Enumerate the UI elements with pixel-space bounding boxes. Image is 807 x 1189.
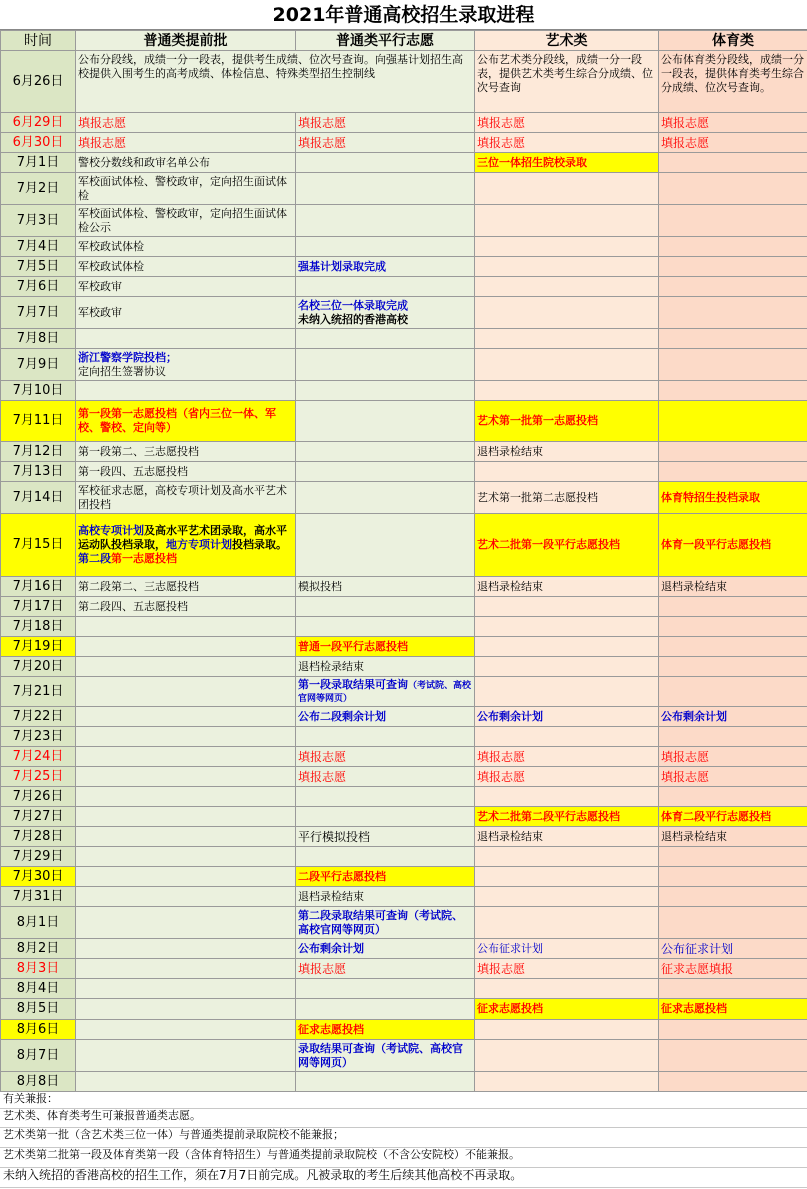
table-row <box>1 297 807 329</box>
date-cell: 8月1日 <box>1 907 76 939</box>
date-cell: 7月27日 <box>1 807 76 827</box>
cell-art: 公布剩余计划 <box>475 707 659 727</box>
cell-art: 公布征求计划 <box>475 939 659 959</box>
date-cell: 8月6日 <box>1 1020 76 1040</box>
cell-sport: 填报志愿 <box>659 747 807 767</box>
cell-art: 艺术二批第二段平行志愿投档 <box>475 807 659 827</box>
cell-early <box>76 867 296 887</box>
date-cell: 7月20日 <box>1 657 76 677</box>
cell-sport: 填报志愿 <box>659 133 807 153</box>
cell-sport <box>659 381 807 401</box>
cell-parallel <box>296 787 475 807</box>
cell-art: 填报志愿 <box>475 113 659 133</box>
date-cell: 6月29日 <box>1 113 76 133</box>
note-line: 艺术类第一批（含艺术类三位一体）与普通类提前录取院校不能兼报； <box>0 1128 807 1148</box>
table-row <box>1 907 807 939</box>
cell-early: 军校政审 <box>76 297 296 329</box>
cell-sport <box>659 887 807 907</box>
date-cell: 7月1日 <box>1 153 76 173</box>
cell-early <box>76 727 296 747</box>
cell-parallel: 模拟投档 <box>296 577 475 597</box>
date-cell: 7月31日 <box>1 887 76 907</box>
table-row <box>1 514 807 577</box>
cell-sport <box>659 237 807 257</box>
cell-sport: 填报志愿 <box>659 113 807 133</box>
date-cell: 6月26日 <box>1 51 76 113</box>
note-heading: 有关兼报： <box>0 1092 807 1109</box>
cell-art: 艺术第一批第一志愿投档 <box>475 401 659 442</box>
cell-parallel: 公布剩余计划 <box>296 939 475 959</box>
date-cell: 7月6日 <box>1 277 76 297</box>
table-row <box>1 617 807 637</box>
cell-parallel <box>296 847 475 867</box>
cell-parallel: 退档检录结束 <box>296 657 475 677</box>
cell-parallel <box>296 277 475 297</box>
date-cell: 8月5日 <box>1 999 76 1020</box>
note-line: 艺术类、体育类考生可兼报普通类志愿。 <box>0 1109 807 1128</box>
table-row <box>1 787 807 807</box>
cell-early: 第二段四、五志愿投档 <box>76 597 296 617</box>
date-cell: 7月2日 <box>1 173 76 205</box>
cell-early <box>76 329 296 349</box>
cell-art: 退档录检结束 <box>475 442 659 462</box>
cell-parallel <box>296 462 475 482</box>
table-row <box>1 462 807 482</box>
table-row <box>1 867 807 887</box>
cell-parallel: 普通一段平行志愿投档 <box>296 637 475 657</box>
cell-parallel: 二段平行志愿投档 <box>296 867 475 887</box>
cell-art: 填报志愿 <box>475 767 659 787</box>
cell-sport: 公布剩余计划 <box>659 707 807 727</box>
date-cell: 8月7日 <box>1 1040 76 1072</box>
cell-sport <box>659 297 807 329</box>
cell-art <box>475 727 659 747</box>
schedule-table <box>0 30 807 1092</box>
table-row <box>1 237 807 257</box>
cell-parallel: 填报志愿 <box>296 959 475 979</box>
cell-art <box>475 297 659 329</box>
cell-sport: 征求志愿投档 <box>659 999 807 1020</box>
table-row <box>1 349 807 381</box>
cell-sport <box>659 462 807 482</box>
table-row <box>1 939 807 959</box>
cell-parallel: 退档录检结束 <box>296 887 475 907</box>
header-row <box>1 31 807 51</box>
cell-art: 艺术二批第一段平行志愿投档 <box>475 514 659 577</box>
page-title: 2021年普通高校招生录取进程 <box>0 0 807 30</box>
cell-sport <box>659 1020 807 1040</box>
cell-parallel <box>296 237 475 257</box>
cell-art <box>475 381 659 401</box>
cell-parallel <box>296 401 475 442</box>
table-row <box>1 637 807 657</box>
cell-early: 军校政试体检 <box>76 257 296 277</box>
cell-sport: 体育二段平行志愿投档 <box>659 807 807 827</box>
cell-early-text: 第二段 <box>78 552 111 565</box>
cell-sport: 公布体育类分段线，成绩一分一段表，提供体育类考生综合分成绩、位次号查询。 <box>659 51 807 113</box>
note-line: 艺术类第二批第一段及体育类第一段（含体育特招生）与普通类提前录取院校（不含公安院校）不能兼报。 <box>0 1148 807 1168</box>
cell-parallel <box>296 727 475 747</box>
date-cell: 7月10日 <box>1 381 76 401</box>
cell-early <box>76 827 296 847</box>
date-cell: 7月12日 <box>1 442 76 462</box>
date-cell: 7月28日 <box>1 827 76 847</box>
cell-sport <box>659 277 807 297</box>
header-time: 时间 <box>1 31 76 51</box>
cell-art <box>475 237 659 257</box>
date-cell: 7月17日 <box>1 597 76 617</box>
cell-early: 第一段第二、三志愿投档 <box>76 442 296 462</box>
cell-early: 警校分数线和政审名单公布 <box>76 153 296 173</box>
table-row <box>1 597 807 617</box>
notes-section <box>0 1092 807 1188</box>
cell-sport <box>659 401 807 442</box>
cell-art <box>475 1040 659 1072</box>
cell-sport <box>659 1040 807 1072</box>
cell-early <box>76 979 296 999</box>
cell-early <box>76 767 296 787</box>
cell-parallel-line: 第一段录取结果可查询 <box>298 677 408 691</box>
cell-art <box>475 462 659 482</box>
cell-parallel: 强基计划录取完成 <box>296 257 475 277</box>
cell-sport <box>659 867 807 887</box>
cell-early: 第一段四、五志愿投档 <box>76 462 296 482</box>
cell-early-text: 地方专项计划 <box>166 538 232 551</box>
cell-sport <box>659 617 807 637</box>
cell-art <box>475 637 659 657</box>
table-row <box>1 979 807 999</box>
note-line: 未纳入统招的香港高校的招生工作，须在7月7日前完成。凡被录取的考生后续其他高校不再录取。 <box>0 1168 807 1188</box>
cell-early: 军校政审 <box>76 277 296 297</box>
cell-art <box>475 677 659 707</box>
cell-sport: 体育一段平行志愿投档 <box>659 514 807 577</box>
cell-early <box>76 617 296 637</box>
table-row <box>1 51 807 113</box>
table-row <box>1 707 807 727</box>
cell-parallel <box>296 807 475 827</box>
cell-early <box>76 907 296 939</box>
cell-art: 退档录检结束 <box>475 577 659 597</box>
cell-early-text: 及高水平艺术团录取，高水平运动队投档录取， <box>78 524 287 551</box>
cell-early: 第二段第二、三志愿投档 <box>76 577 296 597</box>
cell-early <box>76 514 296 577</box>
date-cell: 7月3日 <box>1 205 76 237</box>
date-cell: 7月5日 <box>1 257 76 277</box>
cell-early-text: 高校专项计划 <box>78 524 144 537</box>
cell-parallel <box>296 381 475 401</box>
cell-art <box>475 787 659 807</box>
cell-early <box>76 959 296 979</box>
cell-early <box>76 887 296 907</box>
cell-parallel: 平行模拟投档 <box>296 827 475 847</box>
date-cell: 7月18日 <box>1 617 76 637</box>
cell-early: 第一段第一志愿投档（省内三位一体、军校、警校、定向等） <box>76 401 296 442</box>
cell-art: 填报志愿 <box>475 959 659 979</box>
cell-sport: 体育特招生投档录取 <box>659 482 807 514</box>
cell-art <box>475 657 659 677</box>
table-row <box>1 827 807 847</box>
table-row <box>1 173 807 205</box>
cell-sport <box>659 205 807 237</box>
header-parallel: 普通类平行志愿 <box>296 31 475 51</box>
cell-sport: 征求志愿填报 <box>659 959 807 979</box>
cell-parallel: 征求志愿投档 <box>296 1020 475 1040</box>
date-cell: 7月7日 <box>1 297 76 329</box>
cell-parallel-line: （考试院、高校官网等网页） <box>298 680 472 704</box>
cell-early <box>76 1040 296 1072</box>
date-cell: 7月24日 <box>1 747 76 767</box>
table-row <box>1 959 807 979</box>
table-row <box>1 847 807 867</box>
table-row <box>1 133 807 153</box>
cell-parallel <box>296 153 475 173</box>
cell-parallel <box>296 979 475 999</box>
table-row <box>1 1072 807 1092</box>
cell-parallel <box>296 617 475 637</box>
cell-parallel <box>296 482 475 514</box>
cell-sport <box>659 1072 807 1092</box>
cell-parallel <box>296 677 475 707</box>
cell-early: 军校政试体检 <box>76 237 296 257</box>
cell-early <box>76 939 296 959</box>
cell-early <box>76 847 296 867</box>
date-cell: 7月19日 <box>1 637 76 657</box>
cell-art: 填报志愿 <box>475 133 659 153</box>
cell-sport <box>659 442 807 462</box>
cell-sport <box>659 637 807 657</box>
cell-art <box>475 257 659 277</box>
cell-art <box>475 1020 659 1040</box>
date-cell: 7月9日 <box>1 349 76 381</box>
cell-early <box>76 349 296 381</box>
table-row <box>1 381 807 401</box>
cell-sport: 填报志愿 <box>659 767 807 787</box>
cell-parallel <box>296 349 475 381</box>
cell-early <box>76 1072 296 1092</box>
date-cell: 7月16日 <box>1 577 76 597</box>
table-row <box>1 442 807 462</box>
table-row <box>1 747 807 767</box>
cell-early: 公布分段线，成绩一分一段表，提供考生成绩、位次号查询。向强基计划招生高校提供入围考生的高考成绩、体检信息、特殊类型招生控制线 <box>76 51 475 113</box>
table-row <box>1 205 807 237</box>
cell-art: 退档录检结束 <box>475 827 659 847</box>
table-row <box>1 767 807 787</box>
cell-sport <box>659 597 807 617</box>
cell-early <box>76 677 296 707</box>
cell-sport <box>659 173 807 205</box>
cell-early <box>76 747 296 767</box>
cell-art <box>475 887 659 907</box>
header-sport: 体育类 <box>659 31 807 51</box>
cell-early <box>76 657 296 677</box>
cell-sport <box>659 657 807 677</box>
table-row <box>1 887 807 907</box>
cell-art: 公布艺术类分段线，成绩一分一段表，提供艺术类考生综合分成绩、位次号查询 <box>475 51 659 113</box>
table-row <box>1 153 807 173</box>
cell-sport <box>659 677 807 707</box>
header-early-batch: 普通类提前批 <box>76 31 296 51</box>
cell-early: 军校面试体检、警校政审，定向招生面试体检 <box>76 173 296 205</box>
table-row <box>1 113 807 133</box>
table-row <box>1 657 807 677</box>
cell-sport <box>659 257 807 277</box>
cell-art: 征求志愿投档 <box>475 999 659 1020</box>
table-row <box>1 727 807 747</box>
cell-sport: 退档录检结束 <box>659 827 807 847</box>
date-cell: 7月23日 <box>1 727 76 747</box>
cell-art <box>475 847 659 867</box>
cell-sport <box>659 329 807 349</box>
cell-early <box>76 707 296 727</box>
cell-art: 艺术第一批第二志愿投档 <box>475 482 659 514</box>
date-cell: 7月15日 <box>1 514 76 577</box>
date-cell: 7月14日 <box>1 482 76 514</box>
cell-early: 军校面试体检、警校政审，定向招生面试体检公示 <box>76 205 296 237</box>
date-cell: 8月8日 <box>1 1072 76 1092</box>
cell-parallel: 第二段录取结果可查询（考试院、高校官网等网页） <box>296 907 475 939</box>
cell-parallel: 公布二段剩余计划 <box>296 707 475 727</box>
date-cell: 7月25日 <box>1 767 76 787</box>
table-row <box>1 257 807 277</box>
cell-early <box>76 787 296 807</box>
cell-art <box>475 205 659 237</box>
cell-art: 填报志愿 <box>475 747 659 767</box>
date-cell: 7月29日 <box>1 847 76 867</box>
date-cell: 8月2日 <box>1 939 76 959</box>
date-cell: 7月8日 <box>1 329 76 349</box>
cell-early-line: 浙江警察学院投档； <box>78 350 177 364</box>
cell-parallel <box>296 329 475 349</box>
table-row <box>1 329 807 349</box>
date-cell: 7月4日 <box>1 237 76 257</box>
cell-sport <box>659 847 807 867</box>
cell-sport <box>659 907 807 939</box>
cell-early-line: 定向招生签署协议 <box>78 364 166 378</box>
cell-parallel-line: 名校三位一体录取完成 <box>298 298 408 312</box>
cell-early <box>76 999 296 1020</box>
date-cell: 7月26日 <box>1 787 76 807</box>
date-cell: 8月3日 <box>1 959 76 979</box>
cell-sport: 公布征求计划 <box>659 939 807 959</box>
cell-parallel <box>296 1072 475 1092</box>
cell-early: 填报志愿 <box>76 133 296 153</box>
cell-art <box>475 329 659 349</box>
cell-art <box>475 173 659 205</box>
table-row <box>1 677 807 707</box>
cell-art <box>475 349 659 381</box>
date-cell: 7月21日 <box>1 677 76 707</box>
cell-art <box>475 597 659 617</box>
cell-parallel: 填报志愿 <box>296 113 475 133</box>
table-row <box>1 401 807 442</box>
cell-early <box>76 1020 296 1040</box>
cell-sport <box>659 349 807 381</box>
cell-parallel <box>296 297 475 329</box>
date-cell: 7月30日 <box>1 867 76 887</box>
cell-parallel: 填报志愿 <box>296 133 475 153</box>
cell-sport <box>659 727 807 747</box>
header-art: 艺术类 <box>475 31 659 51</box>
date-cell: 7月11日 <box>1 401 76 442</box>
cell-sport: 退档录检结束 <box>659 577 807 597</box>
cell-art <box>475 1072 659 1092</box>
cell-art <box>475 277 659 297</box>
cell-parallel: 填报志愿 <box>296 767 475 787</box>
cell-art <box>475 907 659 939</box>
cell-art: 三位一体招生院校录取 <box>475 153 659 173</box>
cell-early <box>76 381 296 401</box>
cell-early-text: 第一志愿投档 <box>111 552 177 565</box>
cell-art <box>475 867 659 887</box>
table-row <box>1 277 807 297</box>
cell-art <box>475 617 659 637</box>
date-cell: 7月13日 <box>1 462 76 482</box>
date-cell: 6月30日 <box>1 133 76 153</box>
cell-sport <box>659 787 807 807</box>
table-row <box>1 482 807 514</box>
date-cell: 7月22日 <box>1 707 76 727</box>
cell-art <box>475 979 659 999</box>
cell-parallel-line: 未纳入统招的香港高校 <box>298 312 408 326</box>
cell-early <box>76 807 296 827</box>
cell-sport <box>659 979 807 999</box>
date-cell: 8月4日 <box>1 979 76 999</box>
cell-parallel <box>296 173 475 205</box>
cell-parallel <box>296 597 475 617</box>
table-row <box>1 1020 807 1040</box>
cell-parallel <box>296 205 475 237</box>
table-row <box>1 1040 807 1072</box>
cell-parallel <box>296 999 475 1020</box>
cell-early: 军校征求志愿，高校专项计划及高水平艺术团投档 <box>76 482 296 514</box>
table-row <box>1 807 807 827</box>
cell-sport <box>659 153 807 173</box>
cell-early <box>76 637 296 657</box>
table-row <box>1 999 807 1020</box>
cell-parallel: 填报志愿 <box>296 747 475 767</box>
table-row <box>1 577 807 597</box>
cell-parallel <box>296 442 475 462</box>
cell-early-text: 投档录取。 <box>232 538 287 551</box>
cell-early: 填报志愿 <box>76 113 296 133</box>
cell-parallel: 录取结果可查询（考试院、高校官网等网页） <box>296 1040 475 1072</box>
cell-parallel <box>296 514 475 577</box>
